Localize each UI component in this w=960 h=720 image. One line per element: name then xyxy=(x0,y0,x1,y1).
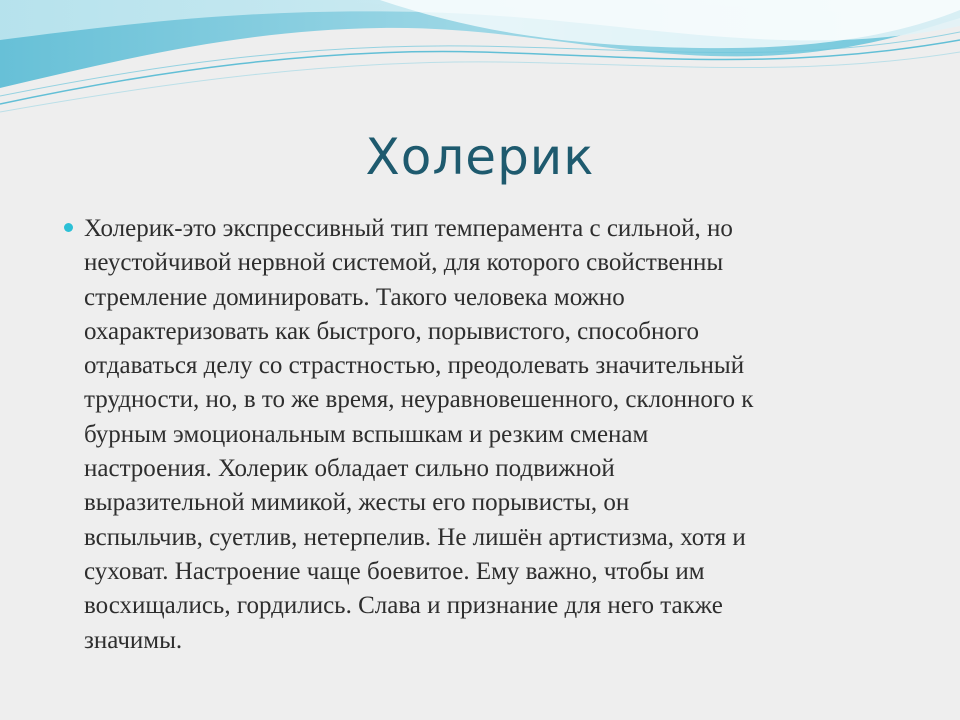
bullet-text-line: выразительной мимикой, жесты его порывисты, он xyxy=(84,489,630,517)
bullet-text-line: неустойчивой нервной системой, для которого свойственны xyxy=(84,249,724,277)
slide-title: Холерик xyxy=(365,128,595,186)
bullet-text-line: суховат. Настроение чаще боевитое. Ему важно, чтобы им xyxy=(84,557,705,585)
bullet-text-line: настроения. Холерик обладает сильно подвижной xyxy=(84,455,615,483)
bullet-text-line: значимы. xyxy=(84,626,183,654)
bullet-item xyxy=(84,212,914,658)
bullet-text-line: вспыльчив, суетлив, нетерпелив. Не лишён артистизма, хотя и xyxy=(84,523,746,551)
bullet-text-line: Холерик-это экспрессивный тип темперамента с сильной, но xyxy=(84,215,733,242)
bullet-text-line: бурным эмоциональным вспышкам и резким сменам xyxy=(84,420,649,448)
bullet-list xyxy=(84,212,914,658)
bullet-text-line: стремление доминировать. Такого человека можно xyxy=(84,283,625,311)
bullet-text-line: восхищались, гордились. Слава и признание для него также xyxy=(84,592,723,620)
bullet-text-line: трудности, но, в то же время, неуравновешенного, склонного к xyxy=(84,386,754,414)
bullet-text-line: охарактеризовать как быстрого, порывистого, способного xyxy=(84,317,700,345)
bullet-dot-icon xyxy=(64,223,73,232)
bullet-text-line: отдаваться делу со страстностью, преодолевать значительный xyxy=(84,352,745,380)
decorative-wave-header xyxy=(0,0,960,130)
wave-line-3 xyxy=(0,52,960,112)
